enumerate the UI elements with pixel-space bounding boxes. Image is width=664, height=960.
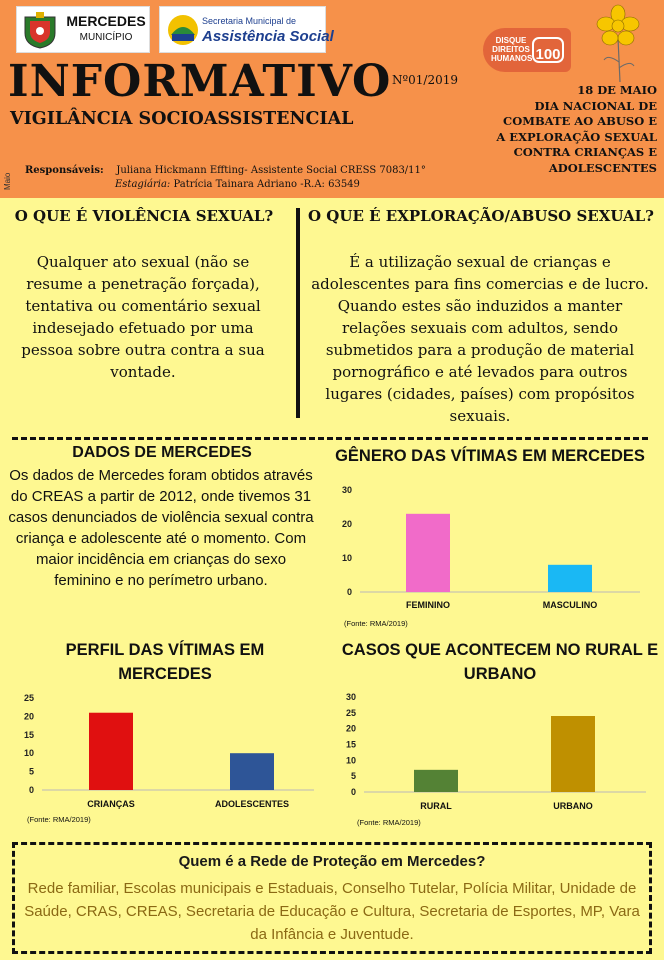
y-tick-label: 30 [341, 485, 352, 495]
y-tick-label: 10 [341, 553, 352, 563]
date-line: 18 DE MAIO [577, 83, 657, 97]
y-tick-label: 25 [345, 707, 356, 718]
disque-number: 100 [535, 46, 561, 63]
dados-title: DADOS DE MERCEDES [72, 444, 252, 461]
responsible-credits [25, 164, 426, 192]
date-line: CONTRA CRIANÇAS E [513, 145, 657, 159]
y-tick-label: 20 [23, 711, 34, 722]
date-announcement [455, 83, 657, 176]
mercedes-logo [16, 6, 150, 53]
category-label: CRIANÇAS [87, 799, 135, 809]
mercedes-sub: MUNICÍPIO [79, 32, 133, 43]
y-tick-label: 15 [345, 739, 356, 750]
y-tick-label: 0 [28, 785, 34, 795]
exploracao-title: O QUE É EXPLORAÇÃO/ABUSO SEXUAL? [308, 207, 654, 225]
rede-title: Quem é a Rede de Proteção em Mercedes? [178, 853, 486, 870]
resp-text: Juliana Hickmann Effting- Assistente Social CRESS 7083/11° [116, 165, 426, 176]
exploracao-body: É a utilização sexual de crianças e adolescentes para fins comercias e de lucro. Quando estes são induzidos a manter relações sexuais com adultos, sendo submetidos para a produção de material pornográfico e até levados para outros lugares (cidades, países) com propósitos sexuais. [311, 253, 649, 425]
mercedes-name: MERCEDES [66, 13, 146, 29]
header-banner [0, 0, 664, 198]
y-tick-label: 10 [345, 755, 356, 766]
date-line: ADOLESCENTES [548, 160, 657, 175]
date-line: A EXPLORAÇÃO SEXUAL [496, 129, 657, 144]
edition-number: Nº01/2019 [392, 73, 458, 87]
bar-crianças [89, 713, 133, 790]
y-tick-label: 10 [23, 748, 34, 759]
bar-masculino [548, 565, 592, 592]
date-line: DIA NACIONAL DE [534, 98, 657, 113]
y-tick-label: 15 [23, 729, 34, 740]
phone-icon [531, 34, 565, 66]
chart-genero-title: GÊNERO DAS VÍTIMAS EM MERCEDES [335, 447, 645, 465]
y-tick-label: 20 [345, 723, 356, 734]
side-label: Maio [3, 172, 12, 190]
y-tick-label: 0 [350, 787, 356, 797]
estag-text: Patrícia Tainara Adriano -R.A: 63549 [173, 179, 360, 190]
y-tick-label: 25 [23, 693, 34, 703]
y-tick-label: 30 [345, 692, 356, 702]
assist-small-text: Secretaria Municipal de [202, 16, 297, 26]
chart-perfil [14, 690, 324, 815]
violencia-body: Qualquer ato sexual (não se resume a penetração forçada), tentativa ou comentário sexual indesejado efetuado por uma pessoa sobre outra contra a sua vontade. [21, 253, 265, 381]
rede-body: Rede familiar, Escolas municipais e Estaduais, Conselho Tutelar, Polícia Militar, Unidade de Saúde, CRAS, CREAS, Secretaria de Educação e Cultura, Secretaria de Esportes, MP, Vara da Infância e Juventude. [24, 880, 640, 943]
chart-genero-source: (Fonte: RMA/2019) [344, 619, 408, 628]
bar-feminino [406, 514, 450, 592]
y-tick-label: 5 [28, 766, 34, 777]
bar-adolescentes [230, 753, 274, 790]
bar-urbano [551, 716, 595, 792]
y-tick-label: 0 [346, 587, 352, 597]
assistencia-logo [159, 6, 334, 53]
violencia-title: O QUE É VIOLÊNCIA SEXUAL? [14, 207, 274, 225]
flower-icon [588, 4, 658, 84]
bar-rural [414, 770, 458, 792]
crest-icon [22, 11, 58, 49]
disque-badge [483, 28, 571, 72]
assistance-icon [166, 13, 200, 47]
chart-local [336, 688, 656, 816]
page-subtitle: VIGILÂNCIA SOCIOASSISTENCIAL [10, 109, 354, 129]
chart-perfil-title: PERFIL DAS VÍTIMAS EM MERCEDES [65, 641, 265, 683]
column-divider [296, 208, 300, 418]
y-tick-label: 5 [350, 771, 356, 782]
disque-label: DISQUE DIREITOS HUMANOS [491, 36, 533, 63]
chart-perfil-source: (Fonte: RMA/2019) [27, 815, 91, 824]
resp-label: Responsáveis: [25, 165, 104, 176]
date-line: COMBATE AO ABUSO E [503, 114, 657, 128]
section-divider [12, 437, 648, 440]
assist-big-text: Assistência Social [202, 28, 334, 45]
category-label: RURAL [420, 801, 452, 811]
chart-genero [330, 480, 650, 615]
category-label: URBANO [553, 801, 593, 811]
chart-local-title: CASOS QUE ACONTECEM NO RURAL E URBANO [341, 641, 659, 683]
category-label: ADOLESCENTES [214, 799, 290, 809]
page-title: INFORMATIVO [8, 56, 392, 107]
rede-protecao-box [12, 842, 652, 954]
estag-label: Estagiária: [115, 179, 171, 190]
dados-body: Os dados de Mercedes foram obtidos através do CREAS a partir de 2012, onde tivemos 31 casos denunciados de violência sexual contra criança e adolescente até o momento. Com maior incidência em crianças do sexo feminino e no perímetro urbano. [8, 467, 314, 589]
chart-local-source: (Fonte: RMA/2019) [357, 818, 421, 827]
category-label: MASCULINO [542, 600, 598, 610]
category-label: FEMININO [406, 600, 450, 610]
y-tick-label: 20 [341, 519, 352, 529]
